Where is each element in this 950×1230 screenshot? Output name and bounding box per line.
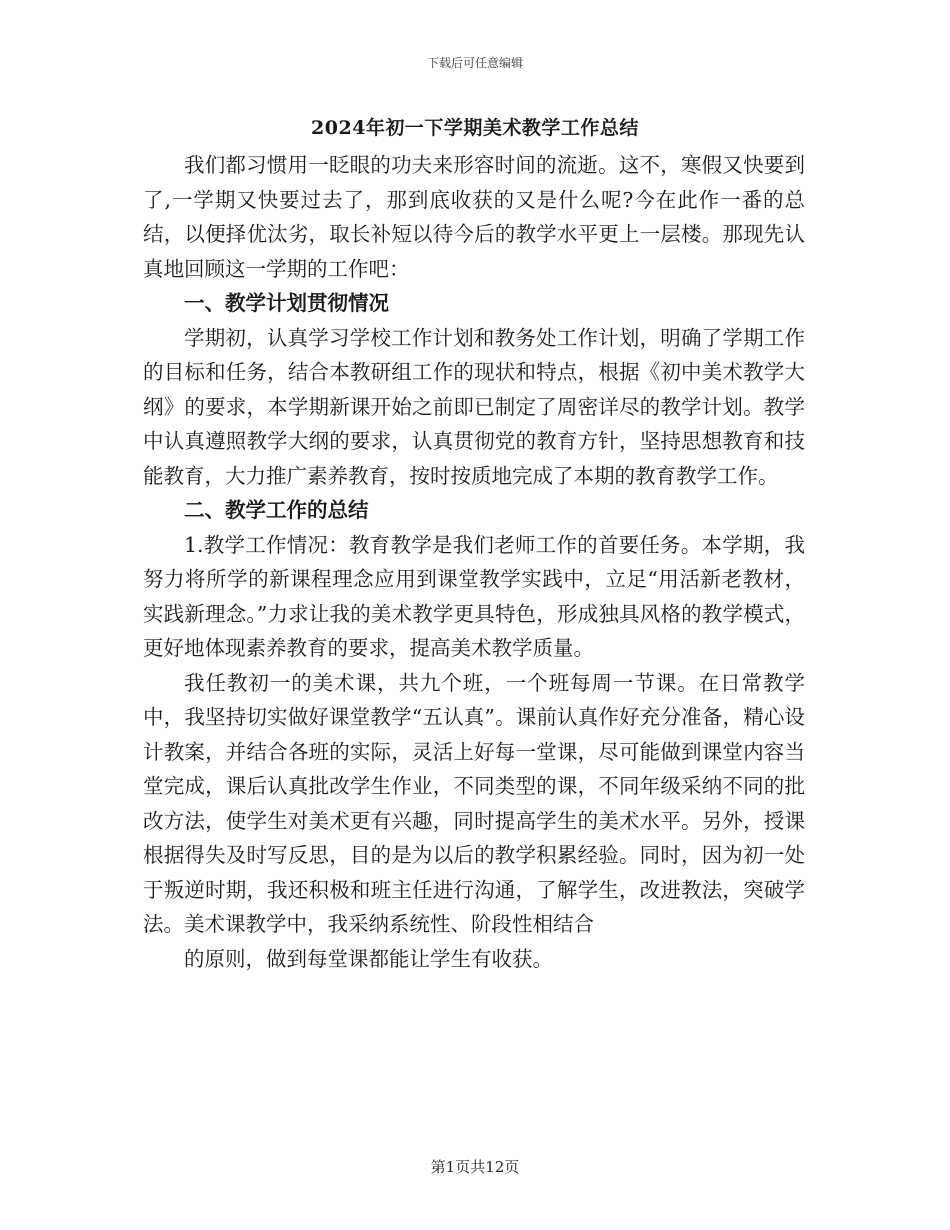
document-body [143, 148, 805, 976]
header-note: 下载后可任意编辑 [426, 56, 523, 70]
paragraph-intro: 我们都习惯用一眨眼的功夫来形容时间的流逝。这不，寒假又快要到了,一学期又快要过去了，那到底收获的又是什么呢?今在此作一番的总结，以便择优汰劣，取长补短以待今后的教学水平更上一层楼。那现先认真地回顾这一学期的工作吧： [143, 153, 805, 281]
paragraph-closing: 的原则，做到每堂课都能让学生有收获。 [184, 946, 553, 971]
page-footer: 第1页共12页 [430, 1158, 520, 1176]
document-title: 2024年初一下学期美术教学工作总结 [311, 117, 639, 139]
paragraph-plan: 学期初，认真学习学校工作计划和教务处工作计划，明确了学期工作的目标和任务，结合本教研组工作的现状和特点，根据《初中美术教学大纲》的要求，本学期新课开始之前即已制定了周密详尽的教学计划。教学中认真遵照教学大纲的要求，认真贯彻党的教育方针，坚持思想教育和技能教育，大力推广素养教育，按时按质地完成了本期的教育教学工作。 [143, 325, 805, 488]
paragraph-teaching-situation: 1.教学工作情况：教育教学是我们老师工作的首要任务。本学期，我努力将所学的新课程理念应用到课堂教学实践中，立足“用活新老教材，实践新理念。”力求让我的美术教学更具特色，形成独具风格的教学模式，更好地体现素养教育的要求，提高美术教学质量。 [143, 532, 805, 660]
section-heading-1: 一、教学计划贯彻情况 [184, 291, 389, 315]
section-heading-2: 二、教学工作的总结 [184, 498, 369, 522]
paragraph-classes: 我任教初一的美术课，共九个班，一个班每周一节课。在日常教学中，我坚持切实做好课堂教学“五认真”。课前认真作好充分准备，精心设计教案，并结合各班的实际，灵活上好每一堂课，尽可能做到课堂内容当堂完成，课后认真批改学生作业，不同类型的课，不同年级采纳不同的批改方法，使学生对美术更有兴趣，同时提高学生的美术水平。另外，授课根据得失及时写反思，目的是为以后的教学积累经验。同时，因为初一处于叛逆时期，我还积极和班主任进行沟通，了解学生，改进教法，突破学法。美术课教学中，我采纳系统性、阶段性相结合 [143, 670, 805, 936]
